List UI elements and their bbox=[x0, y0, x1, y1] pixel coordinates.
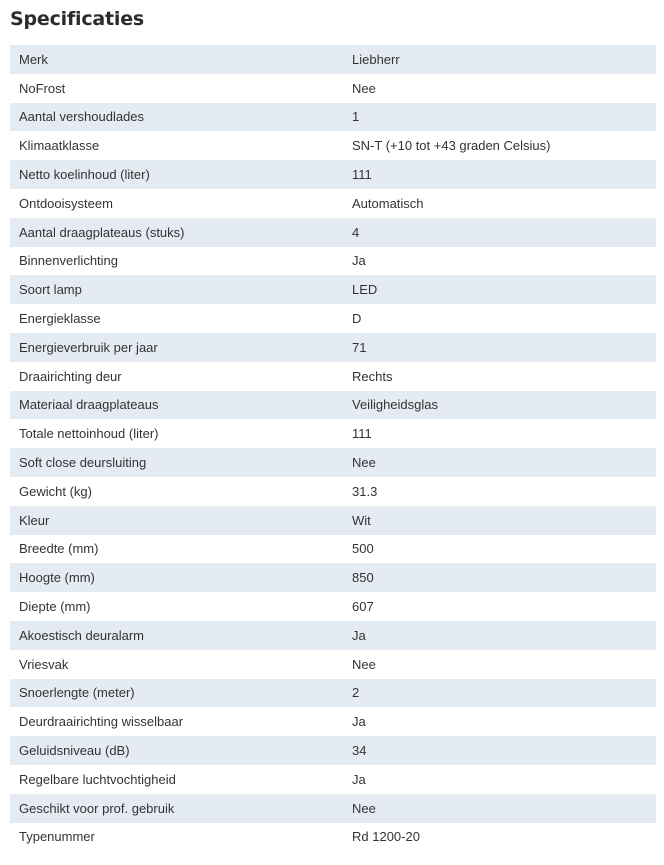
table-row bbox=[10, 535, 656, 564]
spec-value: 71 bbox=[343, 333, 656, 362]
spec-value: 111 bbox=[343, 419, 656, 448]
spec-value: 111 bbox=[343, 160, 656, 189]
table-row bbox=[10, 419, 656, 448]
section-title: Specificaties bbox=[10, 8, 144, 30]
spec-label: Geschikt voor prof. gebruik bbox=[10, 794, 343, 823]
table-row bbox=[10, 765, 656, 794]
table-row bbox=[10, 74, 656, 103]
spec-value: SN-T (+10 tot +43 graden Celsius) bbox=[343, 131, 656, 160]
spec-label: Kleur bbox=[10, 506, 343, 535]
spec-label: Materiaal draagplateaus bbox=[10, 391, 343, 420]
spec-label: Aantal vershoudlades bbox=[10, 103, 343, 132]
table-row bbox=[10, 448, 656, 477]
spec-label: Hoogte (mm) bbox=[10, 563, 343, 592]
spec-value: Ja bbox=[343, 621, 656, 650]
spec-label: Aantal draagplateaus (stuks) bbox=[10, 218, 343, 247]
table-row bbox=[10, 333, 656, 362]
table-row bbox=[10, 160, 656, 189]
spec-label: Binnenverlichting bbox=[10, 247, 343, 276]
table-row bbox=[10, 621, 656, 650]
table-row bbox=[10, 103, 656, 132]
spec-value: Nee bbox=[343, 650, 656, 679]
spec-value: Wit bbox=[343, 506, 656, 535]
table-row bbox=[10, 304, 656, 333]
spec-value: 34 bbox=[343, 736, 656, 765]
spec-value: Rechts bbox=[343, 362, 656, 391]
spec-label: Energieverbruik per jaar bbox=[10, 333, 343, 362]
table-row bbox=[10, 247, 656, 276]
spec-value: Rd 1200-20 bbox=[343, 823, 656, 852]
spec-label: NoFrost bbox=[10, 74, 343, 103]
table-row bbox=[10, 823, 656, 852]
spec-value: Nee bbox=[343, 74, 656, 103]
table-row bbox=[10, 707, 656, 736]
table-row bbox=[10, 650, 656, 679]
spec-value: Ja bbox=[343, 765, 656, 794]
spec-value: Automatisch bbox=[343, 189, 656, 218]
spec-value: Ja bbox=[343, 707, 656, 736]
table-row bbox=[10, 189, 656, 218]
spec-value: 31.3 bbox=[343, 477, 656, 506]
table-row bbox=[10, 391, 656, 420]
table-row bbox=[10, 477, 656, 506]
spec-label: Energieklasse bbox=[10, 304, 343, 333]
spec-label: Gewicht (kg) bbox=[10, 477, 343, 506]
spec-label: Draairichting deur bbox=[10, 362, 343, 391]
spec-value: 607 bbox=[343, 592, 656, 621]
spec-label: Netto koelinhoud (liter) bbox=[10, 160, 343, 189]
spec-label: Deurdraairichting wisselbaar bbox=[10, 707, 343, 736]
spec-value: Nee bbox=[343, 448, 656, 477]
table-row bbox=[10, 131, 656, 160]
spec-value: 500 bbox=[343, 535, 656, 564]
spec-label: Ontdooisysteem bbox=[10, 189, 343, 218]
spec-label: Soft close deursluiting bbox=[10, 448, 343, 477]
spec-label: Vriesvak bbox=[10, 650, 343, 679]
spec-label: Merk bbox=[10, 45, 343, 74]
spec-value: 4 bbox=[343, 218, 656, 247]
spec-value: Liebherr bbox=[343, 45, 656, 74]
spec-label: Klimaatklasse bbox=[10, 131, 343, 160]
specifications-table-body bbox=[10, 45, 656, 851]
spec-value: Veiligheidsglas bbox=[343, 391, 656, 420]
specifications-table bbox=[10, 45, 656, 851]
table-row bbox=[10, 218, 656, 247]
spec-label: Breedte (mm) bbox=[10, 535, 343, 564]
spec-label: Regelbare luchtvochtigheid bbox=[10, 765, 343, 794]
table-row bbox=[10, 679, 656, 708]
table-row bbox=[10, 506, 656, 535]
spec-label: Snoerlengte (meter) bbox=[10, 679, 343, 708]
spec-value: 1 bbox=[343, 103, 656, 132]
spec-value: LED bbox=[343, 275, 656, 304]
spec-label: Geluidsniveau (dB) bbox=[10, 736, 343, 765]
spec-label: Diepte (mm) bbox=[10, 592, 343, 621]
spec-label: Soort lamp bbox=[10, 275, 343, 304]
spec-label: Totale nettoinhoud (liter) bbox=[10, 419, 343, 448]
table-row bbox=[10, 736, 656, 765]
table-row bbox=[10, 563, 656, 592]
table-row bbox=[10, 362, 656, 391]
spec-value: Ja bbox=[343, 247, 656, 276]
spec-value: 2 bbox=[343, 679, 656, 708]
table-row bbox=[10, 275, 656, 304]
spec-value: D bbox=[343, 304, 656, 333]
spec-value: 850 bbox=[343, 563, 656, 592]
table-row bbox=[10, 592, 656, 621]
table-row bbox=[10, 45, 656, 74]
spec-label: Typenummer bbox=[10, 823, 343, 852]
spec-label: Akoestisch deuralarm bbox=[10, 621, 343, 650]
spec-value: Nee bbox=[343, 794, 656, 823]
table-row bbox=[10, 794, 656, 823]
